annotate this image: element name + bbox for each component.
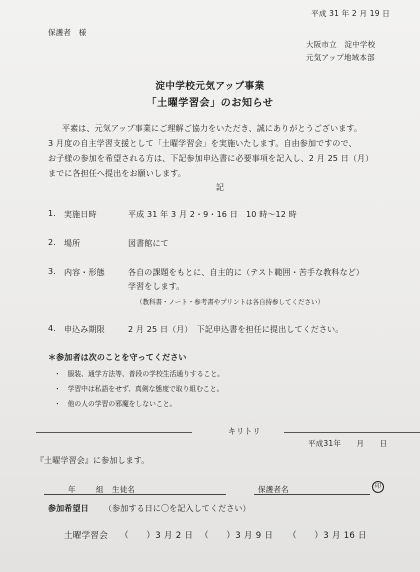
rules-heading: ＊参加者は次のことを守ってください: [48, 353, 187, 362]
desired-date-heading: 参加希望日: [48, 504, 89, 513]
item-3-value: 各自の課題をもとに、自主的に（テスト範囲・苦手な教科など）: [128, 268, 365, 277]
item-2-label: 場所: [64, 239, 81, 248]
item-1-label: 実施日時: [64, 210, 97, 219]
date-option-mar-2[interactable]: （ ）3 月 2 日: [120, 531, 194, 541]
date-option-mar-16[interactable]: （ ）3 月 16 日: [288, 531, 367, 541]
guardian-name-field[interactable]: [254, 494, 370, 495]
intro-line-3: お子様の参加を希望される方は、下記参加申込書に必要事項を記入し、2 月 25 日（月）: [48, 154, 374, 163]
addressee: 保護者 様: [48, 28, 87, 37]
date-option-mar-9[interactable]: （ ）3 月 9 日: [200, 531, 274, 541]
item-3-value-cont: 学習をします。: [128, 282, 185, 291]
form-date: 平成31年 月 日: [308, 439, 388, 448]
issue-date: 平成 31 年 2 月 19 日: [311, 9, 390, 18]
rule-item: ・ 学習中は私語をせず、真剣な態度で取り組むこと。: [54, 385, 224, 393]
form-grade-label: 年: [68, 485, 76, 494]
item-2-number: 2.: [48, 238, 56, 247]
form-class-label: 組: [96, 485, 104, 494]
cut-line-right: [284, 432, 420, 433]
item-3-number: 3.: [48, 267, 56, 276]
intro-line-4: までに各担任へ提出をお願いします。: [48, 169, 186, 178]
cut-line-left: [36, 432, 192, 433]
notice-title-line2: 「土曜学習会」のお知らせ: [146, 98, 274, 109]
item-4-value: 2 月 25 日（月） 下記申込書を担任に提出してください。: [128, 325, 344, 334]
session-label: 土曜学習会: [64, 531, 109, 541]
item-3-label: 内容・形態: [64, 268, 105, 277]
student-name-field[interactable]: [44, 494, 226, 495]
item-2-value: 図書館にて: [128, 239, 169, 248]
intro-line-1: 平素は、元気アップ事業にご理解ご協力をいただき、誠にありがとうございます。: [62, 124, 363, 133]
sender-school: 大阪市立 淀中学校: [306, 40, 376, 49]
form-join-statement: 『土曜学習会』に参加します。: [36, 456, 150, 465]
item-4-label: 申込み期限: [64, 325, 105, 334]
notice-title-line1: 淀中学校元気アップ事業: [155, 81, 265, 92]
sender-organization: 元気アップ地域本部: [306, 53, 375, 62]
item-1-number: 1.: [48, 209, 56, 218]
rule-item: ・ 他の人の学習の邪魔をしないこと。: [54, 400, 177, 408]
form-guardian-name-label: 保護者名: [258, 485, 289, 494]
seal-mark: 印: [372, 481, 384, 493]
rule-item: ・ 服装、通学方法等、普段の学校生活通りすること。: [54, 370, 224, 378]
item-4-number: 4.: [48, 324, 56, 333]
form-student-name-label: 生徒名: [112, 485, 136, 494]
item-3-note: （教科書・ノート・参考書やプリントは各自持参してください）: [136, 298, 325, 306]
item-1-value: 平成 31 年 3 月 2・9・16 日 10 時～12 時: [128, 210, 297, 219]
ki-mark: 記: [216, 183, 225, 192]
cut-label: キリトリ: [228, 427, 261, 436]
intro-line-2: 3 月度の自主学習支援として「土曜学習会」を実施いたします。自由参加ですので、: [48, 139, 357, 148]
desired-date-instruction: （参加する日に〇を記入してください）: [104, 504, 251, 513]
